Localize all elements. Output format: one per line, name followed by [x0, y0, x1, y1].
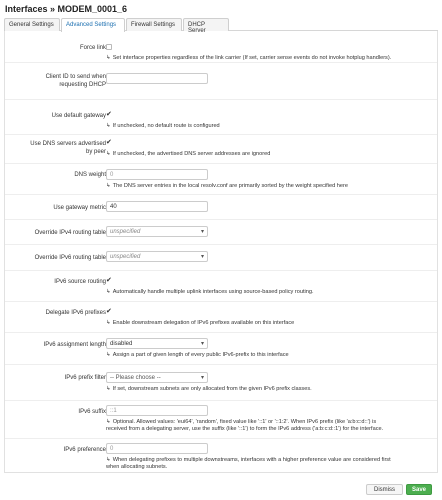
ipv6-preference-input[interactable]: 0	[106, 443, 208, 454]
ipv6-preference-help	[106, 457, 436, 471]
ipv6-source-routing-label: IPv6 source routing	[54, 279, 106, 285]
ipv6-table-row	[5, 246, 437, 271]
info-arrow-icon: ↳	[106, 320, 111, 326]
force-link-label: Force link	[79, 45, 106, 51]
ipv6-source-routing-row	[5, 272, 437, 302]
ipv6-prefix-filter-select[interactable]	[106, 372, 208, 383]
info-arrow-icon: ↳	[106, 123, 111, 129]
default-gateway-label: Use default gateway	[51, 113, 106, 119]
dns-weight-help	[106, 183, 348, 190]
tab-advanced-settings[interactable]: Advanced Settings	[61, 18, 125, 32]
ipv6-source-routing-checkbox[interactable]: ✔	[106, 277, 112, 284]
info-arrow-icon: ↳	[106, 183, 111, 189]
client-id-label	[6, 73, 106, 89]
ipv6-prefix-filter-value: -- Please choose --	[110, 375, 161, 381]
ipv6-preference-label: IPv6 preference	[63, 447, 106, 453]
default-gateway-checkbox[interactable]: ✔	[106, 111, 112, 118]
dns-weight-input[interactable]: 0	[106, 169, 208, 180]
force-link-row	[5, 31, 437, 63]
ipv6-preference-help-line2: when allocating subnets.	[106, 464, 168, 470]
ipv6-suffix-help-line1: Optional. Allowed values: 'eui64', 'random', fixed value like '::1' or '::1:2'. When IPv6 prefix (like 'a:b:c:d::') is	[112, 419, 377, 425]
ipv6-preference-row	[5, 440, 437, 473]
dismiss-button[interactable]: Dismiss	[366, 484, 403, 495]
default-gateway-row	[5, 101, 437, 135]
ipv6-preference-help-line1: When delegating prefixes to multiple downstreams, interfaces with a higher preference value are considered first	[112, 457, 391, 463]
tab-dhcp-server[interactable]: DHCP Server	[183, 18, 229, 31]
peer-dns-checkbox[interactable]: ✔	[106, 139, 112, 146]
ipv6-source-routing-help-text: Automatically handle multiple uplink interfaces using source-based policy routing.	[112, 289, 314, 295]
chevron-down-icon: ▾	[200, 254, 204, 260]
force-link-help-text: Set interface properties regardless of the link carrier (If set, carrier sense events do not invoke hotplug handlers).	[112, 55, 392, 61]
ipv6-suffix-help-line2: received from a delegating server, use the suffix (like '::1') to form the IPv6 address ('a:b:c:d::1') for the interface.	[106, 426, 384, 432]
info-arrow-icon: ↳	[106, 55, 111, 61]
ipv4-table-select[interactable]	[106, 226, 208, 237]
chevron-down-icon: ▾	[200, 341, 204, 347]
chevron-down-icon: ▾	[200, 375, 204, 381]
peer-dns-help-text: If unchecked, the advertised DNS server addresses are ignored	[112, 151, 271, 157]
delegate-prefixes-help	[106, 320, 294, 327]
ipv6-suffix-help	[106, 419, 436, 433]
client-id-label-line2: requesting DHCP	[59, 82, 106, 88]
advanced-settings-panel	[4, 31, 438, 473]
ipv6-table-value: unspecified	[110, 254, 141, 260]
dns-weight-row	[5, 165, 437, 195]
ipv6-suffix-row	[5, 402, 437, 439]
tab-firewall-settings[interactable]: Firewall Settings	[126, 18, 182, 31]
ipv6-source-routing-help	[106, 289, 314, 296]
delegate-prefixes-help-text: Enable downstream delegation of IPv6 prefixes available on this interface	[112, 320, 295, 326]
ipv6-assign-length-help	[106, 352, 289, 359]
delegate-prefixes-label: Delegate IPv6 prefixes	[45, 310, 106, 316]
gateway-metric-input[interactable]: 40	[106, 201, 208, 212]
ipv4-table-value: unspecified	[110, 229, 141, 235]
client-id-label-line1: Client ID to send when	[45, 74, 106, 80]
chevron-down-icon: ▾	[200, 229, 204, 235]
ipv6-prefix-filter-help	[106, 386, 312, 393]
gateway-metric-row	[5, 196, 437, 220]
info-arrow-icon: ↳	[106, 386, 111, 392]
info-arrow-icon: ↳	[106, 419, 111, 425]
peer-dns-label-line1: Use DNS servers advertised	[30, 141, 106, 147]
peer-dns-label-line2: by peer	[85, 149, 106, 155]
ipv6-assign-length-label: IPv6 assignment length	[43, 342, 106, 348]
info-arrow-icon: ↳	[106, 352, 111, 358]
ipv6-assign-length-help-text: Assign a part of given length of every public IPv6-prefix to this interface	[112, 352, 289, 358]
force-link-help	[106, 55, 391, 62]
ipv4-table-label: Override IPv4 routing table	[34, 230, 106, 236]
force-link-checkbox[interactable]	[106, 44, 112, 50]
info-arrow-icon: ↳	[106, 457, 111, 463]
save-button[interactable]: Save	[406, 484, 432, 495]
ipv6-assign-length-row	[5, 334, 437, 365]
default-gateway-help-text: If unchecked, no default route is configured	[112, 123, 220, 129]
ipv6-suffix-label: IPv6 suffix	[78, 409, 106, 415]
peer-dns-label	[6, 140, 106, 156]
info-arrow-icon: ↳	[106, 151, 111, 157]
client-id-input[interactable]	[106, 73, 208, 84]
ipv6-prefix-filter-label: IPv6 prefix filter	[64, 375, 106, 381]
ipv6-assign-length-value: disabled	[110, 341, 133, 347]
client-id-row	[5, 64, 437, 100]
peer-dns-row	[5, 136, 437, 164]
tab-general-settings[interactable]: General Settings	[4, 18, 60, 31]
dns-weight-help-text: The DNS server entries in the local resolv.conf are primarily sorted by the weight specified here	[112, 183, 348, 189]
gateway-metric-label: Use gateway metric	[53, 205, 106, 211]
ipv6-prefix-filter-row	[5, 366, 437, 401]
info-arrow-icon: ↳	[106, 289, 111, 295]
ipv6-table-select[interactable]	[106, 251, 208, 262]
page-title: Interfaces » MODEM_0001_6	[5, 4, 128, 14]
dns-weight-label: DNS weight	[74, 172, 106, 178]
delegate-prefixes-checkbox[interactable]: ✔	[106, 308, 112, 315]
ipv6-prefix-filter-help-text: If set, downstream subnets are only allocated from the given IPv6 prefix classes.	[112, 386, 312, 392]
ipv6-suffix-input[interactable]: ::1	[106, 405, 208, 416]
tab-bar	[4, 18, 438, 34]
default-gateway-help	[106, 123, 220, 130]
ipv6-table-label: Override IPv6 routing table	[34, 255, 106, 261]
ipv4-table-row	[5, 221, 437, 245]
ipv6-assign-length-select[interactable]	[106, 338, 208, 349]
peer-dns-help	[106, 151, 270, 158]
delegate-prefixes-row	[5, 303, 437, 333]
